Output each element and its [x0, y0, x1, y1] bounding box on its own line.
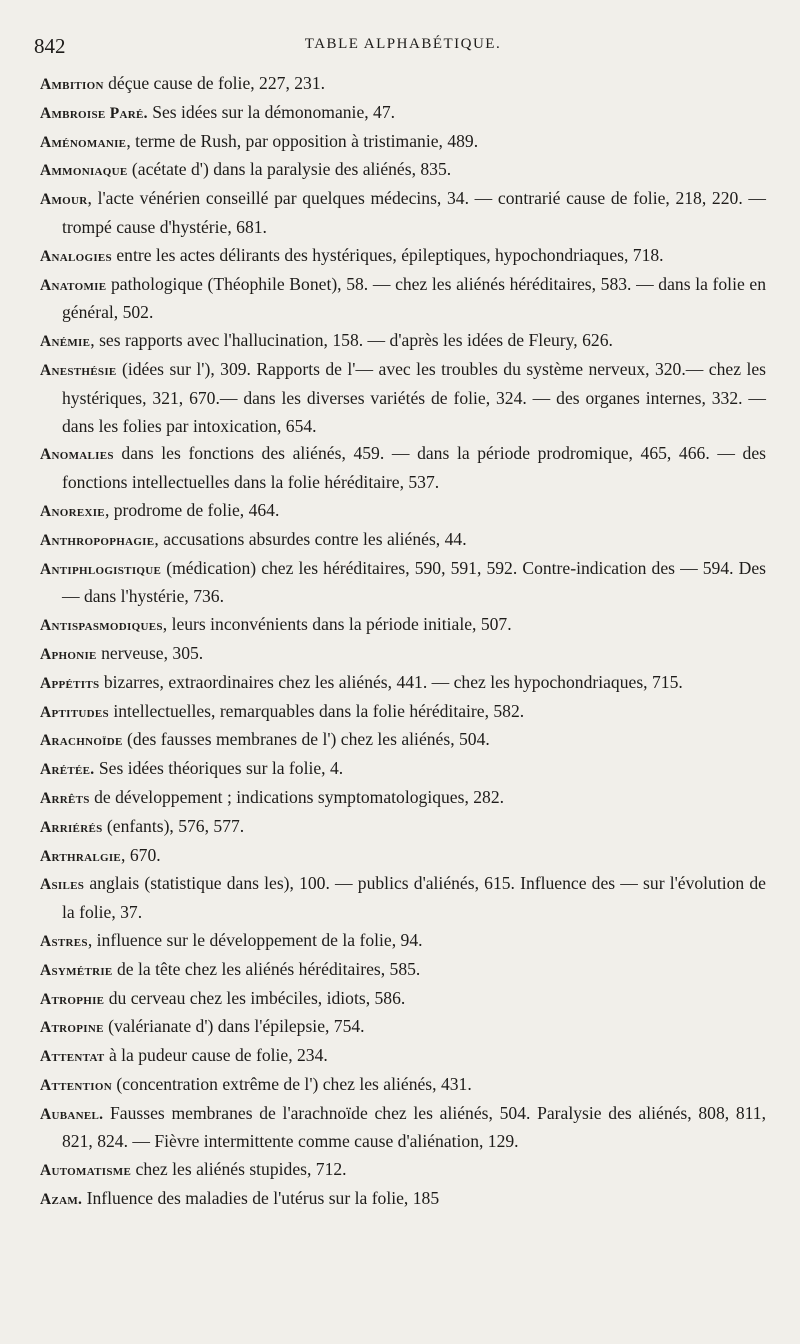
index-references: chez les aliénés stupides, 712. [131, 1159, 347, 1180]
index-entry [40, 956, 766, 985]
index-entry [40, 640, 766, 669]
index-term: Arétée. [40, 761, 95, 779]
index-term: Asiles [40, 876, 85, 894]
index-references: , l'acte vénérien conseillé par quelques médecins, 34. — contrarié cause de folie, 218, 220. — trompé cause d'hystérie, 681. [62, 188, 766, 237]
index-references: à la pudeur cause de folie, 234. [104, 1045, 328, 1066]
index-references: nerveuse, 305. [96, 642, 204, 663]
index-entry [40, 985, 766, 1014]
index-references: dans les fonctions des aliénés, 459. — dans la période prodromique, 465, 466. — des fonctions intellectuelles dans la folie héréditaire, 537. [62, 443, 766, 493]
index-entry [40, 156, 766, 185]
index-term: Arthralgie [40, 847, 122, 865]
index-references: , accusations absurdes contre les aliénés, 44. [154, 528, 467, 549]
index-entry [40, 669, 766, 698]
index-term: Asymétrie [40, 961, 113, 979]
index-term: Arrêts [40, 789, 90, 807]
index-entry [40, 870, 766, 927]
index-entry [40, 927, 766, 956]
index-term: Azam. [40, 1191, 83, 1209]
index-references: , ses rapports avec l'hallucination, 158. — d'après les idées de Fleury, 626. [90, 330, 613, 351]
index-entry [40, 327, 766, 356]
index-term: Anémie [40, 333, 91, 351]
index-entry [40, 1071, 766, 1100]
index-references: (acétate d') dans la paralysie des aliénés, 835. [127, 159, 452, 180]
index-entry [40, 128, 766, 157]
index-references: (enfants), 576, 577. [102, 815, 245, 836]
index-term: Atrophie [40, 990, 105, 1008]
index-entry [40, 99, 766, 128]
index-entry [40, 1185, 766, 1214]
index-entry [40, 440, 766, 497]
index-references: (des fausses membranes de l') chez les aliénés, 504. [122, 729, 490, 750]
index-references: Fausses membranes de l'arachnoïde chez les aliénés, 504. Paralysie des aliénés, 808, 811, 821, 824. — Fièvre intermittente comme cause d'aliénation, 129. [62, 1102, 766, 1152]
index-term: Arachnoïde [40, 732, 123, 750]
index-references: bizarres, extraordinaires chez les aliénés, 441. — chez les hypochondriaques, 715. [99, 671, 683, 692]
index-term: Attentat [40, 1048, 105, 1066]
index-references: , influence sur le développement de la folie, 94. [87, 929, 423, 950]
index-references: pathologique (Théophile Bonet), 58. — chez les aliénés héréditaires, 583. — dans la folie en général, 502. [62, 273, 766, 323]
index-entry [40, 1100, 766, 1157]
index-references: anglais (statistique dans les), 100. — publics d'aliénés, 615. Influence des — sur l'évolution de la folie, 37. [62, 873, 766, 923]
index-term: Aménomanie [40, 133, 127, 151]
index-entry [40, 70, 766, 99]
index-term: Arriérés [40, 818, 103, 836]
index-entry [40, 1156, 766, 1185]
index-references: , leurs inconvénients dans la période initiale, 507. [162, 614, 512, 635]
index-references: , prodrome de folie, 464. [104, 499, 280, 520]
index-entry [40, 526, 766, 555]
index-entries [40, 70, 766, 1214]
index-term: Anthropophagie [40, 531, 155, 549]
index-entry [40, 1013, 766, 1042]
index-entry [40, 813, 766, 842]
index-term: Anatomie [40, 276, 107, 294]
index-entry [40, 842, 766, 871]
index-references: du cerveau chez les imbéciles, idiots, 586. [104, 987, 406, 1008]
index-term: Appétits [40, 674, 100, 692]
index-entry [40, 185, 766, 242]
index-term: Anorexie [40, 502, 105, 520]
index-term: Analogies [40, 247, 112, 265]
index-entry [40, 242, 766, 271]
index-entry [40, 611, 766, 640]
index-references: Ses idées théoriques sur la folie, 4. [94, 758, 344, 779]
index-references: (idées sur l'), 309. Rapports de l'— avec les troubles du système nerveux, 320.— chez les hystériques, 321, 670.— dans les diverses variétés de folie, 324. — des organes internes, 332. — dans les folies par intoxication, 654. [62, 358, 766, 436]
index-references: intellectuelles, remarquables dans la folie héréditaire, 582. [108, 700, 525, 721]
index-references: Ses idées sur la démonomanie, 47. [147, 101, 396, 122]
index-entry [40, 1042, 766, 1071]
page-number: 842 [34, 34, 66, 58]
index-term: Antispasmodiques [40, 617, 163, 635]
index-term: Ambition [40, 76, 104, 93]
index-term: Atropine [40, 1019, 104, 1037]
index-term: Attention [40, 1076, 112, 1094]
index-references: , terme de Rush, par opposition à tristimanie, 489. [126, 130, 479, 151]
index-references: de développement ; indications symptomatologiques, 282. [89, 786, 505, 807]
index-term: Aptitudes [40, 703, 109, 721]
running-title: TABLE ALPHABÉTIQUE. [304, 36, 502, 52]
index-references: , 670. [121, 844, 161, 865]
index-entry [40, 698, 766, 727]
index-term: Amour [40, 191, 88, 209]
index-references: (valérianate d') dans l'épilepsie, 754. [103, 1016, 365, 1037]
index-references: entre les actes délirants des hystériques, épileptiques, hypochondriaques, 718. [111, 244, 664, 265]
index-term: Ambroise Paré. [40, 104, 148, 122]
index-term: Antiphlogistique [40, 560, 162, 578]
index-entry [40, 497, 766, 526]
index-references: (concentration extrême de l') chez les aliénés, 431. [111, 1073, 472, 1094]
index-references: de la tête chez les aliénés héréditaires, 585. [112, 958, 421, 979]
index-entry [40, 755, 766, 784]
index-entry [40, 356, 766, 440]
index-entry [40, 555, 766, 612]
index-entry [40, 271, 766, 328]
index-references: Influence des maladies de l'utérus sur la folie, 185 [82, 1188, 440, 1209]
index-entry [40, 784, 766, 813]
index-references: (médication) chez les héréditaires, 590, 591, 592. Contre-indication des — 594. Des — dans l'hystérie, 736. [62, 557, 766, 607]
page-header [34, 0, 766, 60]
index-term: Ammoniaque [40, 162, 128, 180]
index-term: Anesthésie [40, 361, 117, 379]
index-term: Astres [40, 932, 88, 950]
index-term: Aubanel. [40, 1105, 104, 1123]
index-term: Aphonie [40, 645, 97, 663]
index-entry [40, 726, 766, 755]
index-term: Automatisme [40, 1162, 132, 1180]
index-references: déçue cause de folie, 227, 231. [103, 73, 326, 93]
index-term: Anomalies [40, 446, 114, 464]
